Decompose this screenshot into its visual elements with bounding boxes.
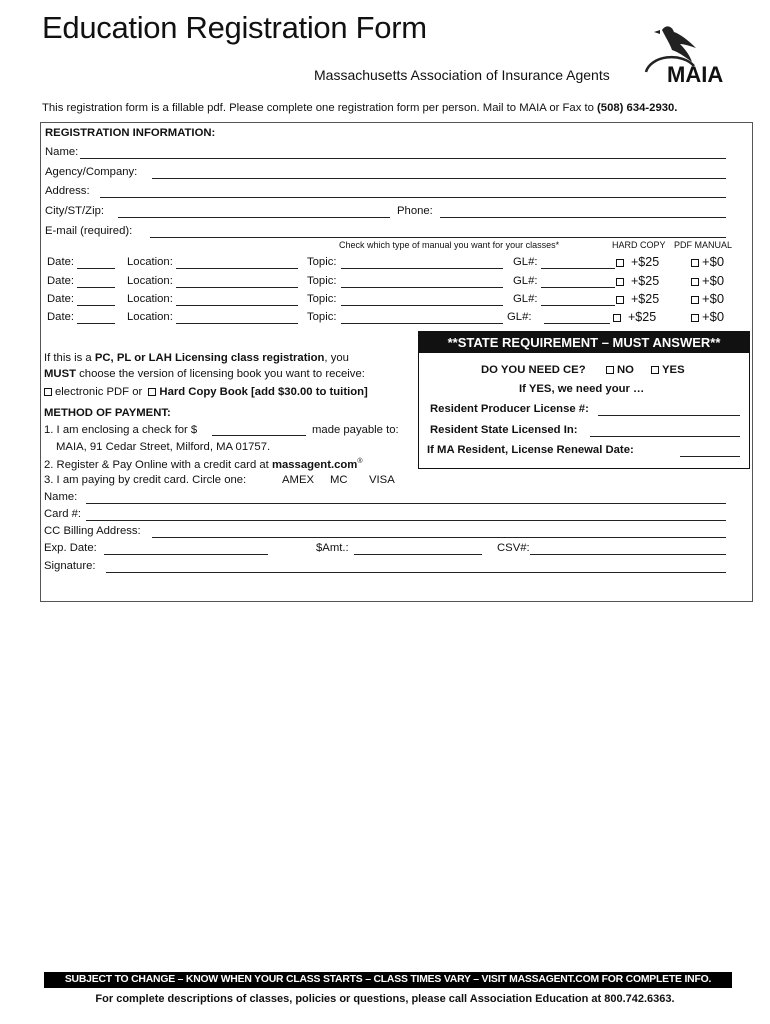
- pdf-option[interactable]: [691, 291, 724, 306]
- hardcopy-price: +$25: [631, 274, 660, 288]
- agency-label: Agency/Company:: [45, 166, 138, 178]
- pdf-price: +$0: [702, 273, 725, 288]
- pdf-book-label: electronic PDF or: [55, 386, 143, 398]
- intro-text: [42, 102, 677, 114]
- fax-number: (508) 634-2930.: [597, 102, 678, 114]
- payment-heading: METHOD OF PAYMENT:: [44, 407, 171, 419]
- licensing-line2: [44, 368, 365, 380]
- city-field[interactable]: [118, 217, 390, 218]
- class-date-field[interactable]: [77, 268, 115, 269]
- email-field[interactable]: [150, 237, 726, 238]
- intro-body: This registration form is a fillable pdf. Please complete one registration form per person. Mail to MAIA or Fax to: [42, 102, 598, 114]
- hardcopy-book-checkbox[interactable]: [148, 388, 156, 396]
- class-topic-label: Topic:: [307, 311, 337, 323]
- card-number-field[interactable]: [86, 520, 726, 521]
- class-topic-label: Topic:: [307, 256, 337, 268]
- ce-yes-label: YES: [662, 364, 685, 376]
- exp-label: Exp. Date:: [44, 542, 97, 554]
- class-topic-label: Topic:: [307, 293, 337, 305]
- card-number-label: Card #:: [44, 508, 82, 520]
- card-amex[interactable]: AMEX: [282, 474, 315, 486]
- manual-note: Check which type of manual you want for your classes*: [339, 240, 560, 250]
- class-date-label: Date:: [47, 311, 75, 323]
- pdf-checkbox[interactable]: [691, 259, 699, 267]
- class-location-label: Location:: [127, 293, 173, 305]
- pdf-checkbox[interactable]: [691, 278, 699, 286]
- pdf-checkbox[interactable]: [691, 314, 699, 322]
- hardcopy-option[interactable]: [613, 310, 656, 324]
- pdf-option[interactable]: [691, 254, 724, 269]
- address-label: Address:: [45, 185, 90, 197]
- class-location-field[interactable]: [176, 287, 298, 288]
- hardcopy-price: +$25: [631, 292, 660, 306]
- hardcopy-checkbox[interactable]: [616, 259, 624, 267]
- ce-no-label: NO: [617, 364, 634, 376]
- registered-mark: ®: [357, 458, 363, 465]
- class-date-field[interactable]: [77, 287, 115, 288]
- payment-check-post: made payable to:: [312, 424, 399, 436]
- phone-label: Phone:: [397, 205, 433, 217]
- class-gl-field[interactable]: [544, 323, 610, 324]
- payment-address: MAIA, 91 Cedar Street, Milford, MA 01757.: [56, 441, 271, 453]
- hardcopy-price: +$25: [631, 255, 660, 269]
- ce-question: DO YOU NEED CE?: [481, 364, 586, 376]
- registration-heading: REGISTRATION INFORMATION:: [45, 127, 216, 139]
- hardcopy-checkbox[interactable]: [613, 314, 621, 322]
- ce-no-checkbox[interactable]: [606, 366, 614, 374]
- class-gl-label: GL#:: [507, 311, 532, 323]
- hardcopy-book-label: Hard Copy Book [add $30.00 to tuition]: [159, 386, 368, 398]
- agency-field[interactable]: [152, 178, 726, 179]
- hardcopy-price: +$25: [628, 310, 657, 324]
- licensing-post: , you: [324, 352, 349, 364]
- hardcopy-checkbox[interactable]: [616, 278, 624, 286]
- amt-label: $Amt.:: [316, 542, 349, 554]
- renewal-date-label: If MA Resident, License Renewal Date:: [427, 444, 634, 456]
- class-date-label: Date:: [47, 256, 75, 268]
- licensing-options: [44, 386, 368, 398]
- hardcopy-option[interactable]: [616, 255, 659, 269]
- name-field[interactable]: [80, 158, 726, 159]
- must-text: MUST: [44, 368, 77, 380]
- class-location-field[interactable]: [176, 268, 298, 269]
- pdf-option[interactable]: [691, 309, 724, 324]
- licensing-pre: If this is a: [44, 352, 95, 364]
- state-licensed-field[interactable]: [590, 436, 740, 437]
- eagle-icon: [636, 22, 732, 94]
- class-topic-field[interactable]: [341, 305, 503, 306]
- pdf-price: +$0: [702, 309, 725, 324]
- licensing-line2-text: choose the version of licensing book you want to receive:: [76, 368, 365, 380]
- cc-name-label: Name:: [44, 491, 78, 503]
- hardcopy-option[interactable]: [616, 274, 659, 288]
- name-label: Name:: [45, 146, 79, 158]
- payment-online-text: 2. Register & Pay Online with a credit card at: [44, 458, 272, 471]
- class-topic-field[interactable]: [341, 287, 503, 288]
- card-visa[interactable]: VISA: [369, 474, 395, 486]
- pdf-header: PDF MANUAL: [674, 240, 733, 250]
- cc-name-field[interactable]: [86, 503, 726, 504]
- payment-online: [44, 458, 363, 471]
- amt-field[interactable]: [354, 554, 482, 555]
- class-topic-field[interactable]: [341, 268, 503, 269]
- licensing-line1: [44, 352, 349, 364]
- class-location-label: Location:: [127, 311, 173, 323]
- class-gl-label: GL#:: [513, 275, 538, 287]
- ce-yes-option[interactable]: [651, 364, 685, 376]
- signature-label: Signature:: [44, 560, 96, 572]
- billing-field[interactable]: [152, 537, 726, 538]
- hardcopy-checkbox[interactable]: [616, 296, 624, 304]
- card-mc[interactable]: MC: [330, 474, 348, 486]
- page-title: Education Registration Form: [42, 10, 427, 45]
- pdf-option[interactable]: [691, 273, 724, 288]
- pdf-price: +$0: [702, 291, 725, 306]
- notice-bar: SUBJECT TO CHANGE – KNOW WHEN YOUR CLASS STARTS – CLASS TIMES VARY – VISIT MASSAGENT.COM FOR COMPLETE INFO.: [44, 972, 732, 988]
- hardcopy-header: HARD COPY: [612, 240, 666, 250]
- class-location-field[interactable]: [176, 323, 298, 324]
- logo-text: MAIA: [667, 62, 724, 87]
- billing-label: CC Billing Address:: [44, 525, 141, 537]
- hardcopy-option[interactable]: [616, 292, 659, 306]
- csv-label: CSV#:: [497, 542, 530, 554]
- renewal-date-field[interactable]: [680, 456, 740, 457]
- class-date-label: Date:: [47, 275, 75, 287]
- class-topic-label: Topic:: [307, 275, 337, 287]
- maia-logo: [636, 22, 732, 94]
- class-location-label: Location:: [127, 275, 173, 287]
- exp-field[interactable]: [104, 554, 268, 555]
- producer-license-label: Resident Producer License #:: [430, 403, 589, 415]
- class-location-field[interactable]: [176, 305, 298, 306]
- pdf-checkbox[interactable]: [691, 296, 699, 304]
- class-location-label: Location:: [127, 256, 173, 268]
- check-amount-field[interactable]: [212, 435, 306, 436]
- address-field[interactable]: [100, 197, 726, 198]
- phone-field[interactable]: [440, 217, 726, 218]
- if-yes-text: If YES, we need your …: [519, 383, 645, 395]
- email-label: E-mail (required):: [45, 225, 133, 237]
- footer-note: For complete descriptions of classes, policies or questions, please call Association Education at 800.742.6363.: [95, 993, 675, 1005]
- payment-card-text: 3. I am paying by credit card. Circle one:: [44, 474, 247, 486]
- pdf-book-checkbox[interactable]: [44, 388, 52, 396]
- class-date-label: Date:: [47, 293, 75, 305]
- producer-license-field[interactable]: [598, 415, 740, 416]
- licensing-bold: PC, PL or LAH Licensing class registration: [94, 352, 325, 364]
- signature-field[interactable]: [106, 572, 726, 573]
- csv-field[interactable]: [530, 554, 726, 555]
- state-requirement-header: **STATE REQUIREMENT – MUST ANSWER**: [419, 332, 749, 353]
- class-gl-field[interactable]: [541, 305, 615, 306]
- class-topic-field[interactable]: [341, 323, 503, 324]
- class-gl-label: GL#:: [513, 293, 538, 305]
- ce-yes-checkbox[interactable]: [651, 366, 659, 374]
- class-gl-field[interactable]: [541, 268, 615, 269]
- class-date-field[interactable]: [77, 323, 115, 324]
- ce-no-option[interactable]: [606, 364, 634, 376]
- state-licensed-label: Resident State Licensed In:: [430, 424, 578, 436]
- class-gl-field[interactable]: [541, 287, 615, 288]
- city-label: City/ST/Zip:: [45, 205, 104, 217]
- organization-name: Massachusetts Association of Insurance Agents: [314, 67, 610, 83]
- pdf-price: +$0: [702, 254, 725, 269]
- payment-check-pre: 1. I am enclosing a check for $: [44, 424, 198, 436]
- class-gl-label: GL#:: [513, 256, 538, 268]
- massagent-link[interactable]: massagent.com: [271, 458, 358, 471]
- class-date-field[interactable]: [77, 305, 115, 306]
